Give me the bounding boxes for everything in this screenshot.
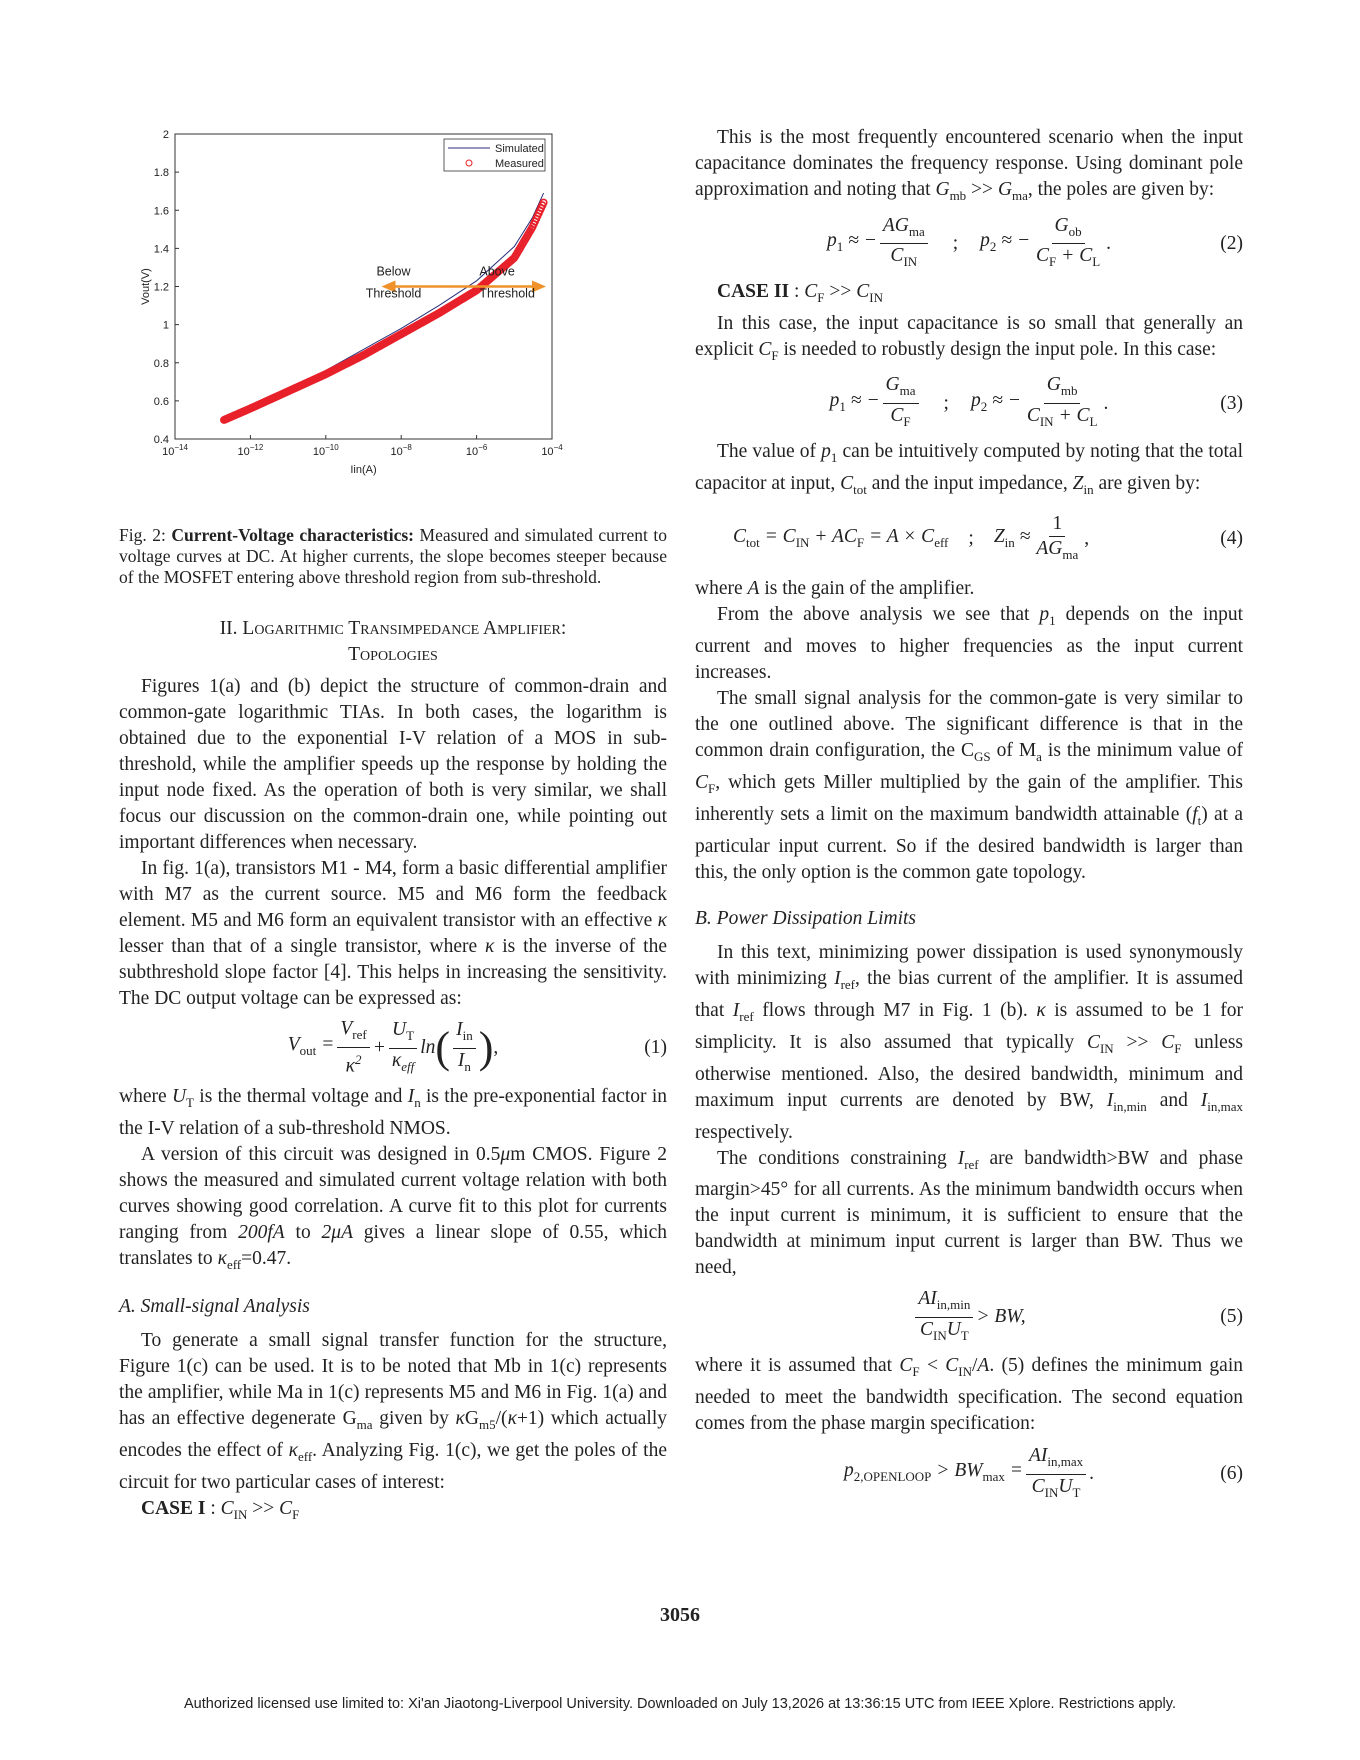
subsection-title: B. Power Dissipation Limits — [695, 908, 917, 930]
x-tick-label: $10^{-8}$ — [390, 443, 412, 458]
chart-annotations — [366, 265, 546, 301]
x-tick-label: $10^{-12}$ — [237, 443, 264, 458]
subsection-title: A. Small-signal Analysis — [119, 1295, 310, 1317]
paragraph: From the above analysis we see that $p_1$ depends on the input current and moves to higher frequencies as the input current increases. — [695, 604, 1243, 684]
legend-entry: Measured — [495, 158, 544, 170]
right-column — [695, 125, 1243, 1511]
paragraph: The value of $p_1$ can be intuitively computed by noting that the total capacitor at input, $C_{tot}$ and the input impedance, $Z_{in}$ are given by: — [695, 440, 1243, 497]
below-threshold-label-line1: Below — [376, 264, 411, 279]
caption-label: Fig. 2: — [119, 525, 166, 545]
section-title-line1: II. Logarithmic Transimpedance Amplifier: — [219, 618, 567, 639]
case-heading: CASE I : $C_{IN} >> C_F$ — [141, 1497, 300, 1522]
below-threshold-label-line2: Threshold — [365, 286, 422, 301]
equation-4: $C_{tot} = C_{IN} + AC_F = A \times C_{eff}$ ; $Z_{in}$ ≈ $\frac{1}{AG_{ma}}$ , (4) — [733, 513, 1243, 562]
equation-number: (3) — [1220, 392, 1243, 414]
equation-number: (5) — [1220, 1306, 1243, 1328]
above-threshold-label-line2: Threshold — [479, 286, 535, 301]
section-title-line2: Topologies — [348, 644, 438, 665]
x-axis-label: Iin(A) — [350, 464, 377, 476]
series-simulated-line — [224, 193, 544, 420]
x-tick-label: $10^{-14}$ — [162, 443, 188, 458]
figure-caption — [119, 525, 667, 588]
caption-text: Measured and simulated current to voltage curves at DC. At higher currents, the slope becomes steeper because of the MOSFET entering above threshold region from sub-threshold. — [119, 525, 668, 587]
equation-number: (6) — [1220, 1463, 1243, 1485]
caption-bold: Current-Voltage characteristics: — [171, 525, 415, 545]
chart-legend — [444, 139, 545, 171]
paragraph: In fig. 1(a), transistors M1 - M4, form a basic differential amplifier with M7 as the current source. M5 and M6 form the feedback element. M5 and M6 form an equivalent transistor with an effective κ lesser than that of a single transistor, where κ is the inverse of the subthreshold slope factor [4]. This helps in increasing the sensitivity. The DC output voltage can be expressed as: — [119, 858, 667, 1009]
equation-5: $\frac{AI_{in,min}}{C_{IN}U_T}$ > BW, (5) — [695, 1281, 1243, 1353]
chart-axes — [140, 129, 563, 476]
paragraph: This is the most frequently encountered scenario when the input capacitance dominates the frequency response. Using dominant pole approximation and noting that $G_{mb} >> G_{ma}$, the poles are given by: — [695, 127, 1243, 203]
y-tick-label: 1.2 — [153, 281, 169, 294]
x-tick-label: $10^{-10}$ — [312, 443, 339, 458]
equation-number: (2) — [1220, 232, 1243, 254]
paragraph: where $U_T$ is the thermal voltage and $I_n$ is the pre-exponential factor in the I-V relation of a sub-threshold NMOS. — [119, 1086, 668, 1139]
y-tick-label: 1.8 — [153, 167, 169, 180]
iv-chart — [135, 129, 655, 535]
y-tick-label: 0.4 — [153, 434, 169, 446]
x-tick-label: $10^{-4}$ — [541, 443, 563, 458]
footer-notice: Authorized licensed use limited to: Xi'an Jiaotong-Liverpool University. Downloaded on July 13,2026 at 13:36:15 UTC from IEEE Xplore. Restrictions apply. — [184, 1696, 1176, 1712]
legend-entry: Simulated — [495, 143, 544, 155]
paragraph: In this text, minimizing power dissipation is used synonymously with minimizing $I_{ref}$, the bias current of the amplifier. It is assumed that $I_{ref}$ flows through M7 in Fig. 1 (b). κ is assumed to be 1 for simplicity. It is also assumed that typically $C_{IN} >> C_F$ unless otherwise mentioned. Also, the desired bandwidth, minimum and maximum input currents are denoted by BW, $I_{in,min}$ and $I_{in,max}$ respectively. — [695, 942, 1244, 1143]
above-threshold-label-line1: Above — [479, 264, 515, 279]
section-title — [119, 616, 667, 668]
paragraph: Figures 1(a) and (b) depict the structure of common-drain and common-gate logarithmic TIAs. In both cases, the logarithm is obtained due to the exponential I-V relation of a MOS in sub-threshold, while the amplifier speeds up the response by holding the input node fixed. As the operation of both is very similar, we shall focus our discussion on the common-drain one, while pointing out important differences when necessary. — [119, 676, 667, 853]
paragraph: The small signal analysis for the common-gate is very similar to the one outlined above. The significant difference is that in the common drain configuration, the $C_{GS}$ of $M_a$ is the minimum value of $C_F$, which gets Miller multiplied by the gain of the amplifier. This inherently sets a limit on the maximum bandwidth attainable $(f_t)$ at a particular input current. So if the desired bandwidth is larger than this, the only option is the common gate topology. — [695, 688, 1244, 884]
y-tick-label: 1 — [162, 319, 169, 332]
page-number: 3056 — [660, 1604, 700, 1626]
chart-series-group — [221, 193, 547, 423]
equation-number: (1) — [644, 1037, 667, 1058]
paragraph: where it is assumed that $C_F < C_{IN}/A$. (5) defines the minimum gain needed to meet the bandwidth specification. The second equation comes from the phase margin specification: — [695, 1355, 1243, 1435]
equation-1: $V_{out}$ = $\frac{V_{ref}}{\kappa^2}$ + $\frac{U_T}{\kappa_{eff}}$ ln ( $\frac{I_{in}}{I_n}$ ) , (1) — [287, 1018, 667, 1077]
case-heading: CASE II : $C_F >> C_{IN}$ — [717, 280, 883, 305]
y-tick-label: 0.6 — [153, 395, 169, 408]
paragraph: To generate a small signal transfer function for the structure, Figure 1(c) can be used. It is to be noted that Mb in 1(c) represents the amplifier, while Ma in 1(c) represents M5 and M6 in Fig. 1(a) and has an effective degenerate $G_{ma}$ given by $\kappa G_{m5}/(\kappa+1)$ which actually encodes the effect of $\kappa_{eff}$. Analyzing Fig. 1(c), we get the poles of the circuit for two particular cases of interest: — [119, 1329, 667, 1493]
paragraph: In this case, the input capacitance is so small that generally an explicit $C_F$ is needed to robustly design the input pole. In this case: — [695, 312, 1243, 363]
equation-3: $p_1$ ≈ − $\frac{G_{ma}}{C_F}$ ; $p_2$ ≈ − $\frac{G_{mb}}{C_{IN} + C_L}$ . (3) — [829, 374, 1243, 430]
equation-6: $p_{2,OPENLOOP} > BW_{max}$ = $\frac{AI_{in,max}}{C_{IN}U_T}$ . (6) — [844, 1444, 1243, 1500]
y-tick-label: 1.4 — [153, 243, 169, 256]
paragraph: The conditions constraining $I_{ref}$ are bandwidth>BW and phase margin>45° for all currents. As the minimum bandwidth occurs when the input current is minimum, it is sufficient to ensure that the bandwidth at minimum input current is larger than BW. Thus we need, — [695, 1147, 1243, 1279]
paragraph: A version of this circuit was designed in 0.5μm CMOS. Figure 2 shows the measured and simulated current voltage relation with both curves showing good correlation. A curve fit to this plot for currents ranging from 200fA to 2μA gives a linear slope of 0.55, which translates to $\kappa_{eff}=0.47$. — [119, 1143, 667, 1272]
y-axis-label: Vout(V) — [140, 268, 152, 305]
y-tick-label: 1.6 — [153, 205, 169, 218]
x-tick-label: $10^{-6}$ — [465, 443, 488, 458]
left-column — [119, 525, 667, 1527]
y-tick-label: 2 — [162, 129, 169, 141]
y-tick-label: 0.8 — [153, 357, 169, 370]
equation-2: $p_1$ ≈ − $\frac{AG_{ma}}{C_{IN}}$ ; $p_2$ ≈ − $\frac{G_{ob}}{C_F + C_L}$ . (2) — [826, 214, 1243, 270]
equation-number: (4) — [1220, 528, 1243, 550]
paragraph: where A is the gain of the amplifier. — [695, 578, 975, 600]
